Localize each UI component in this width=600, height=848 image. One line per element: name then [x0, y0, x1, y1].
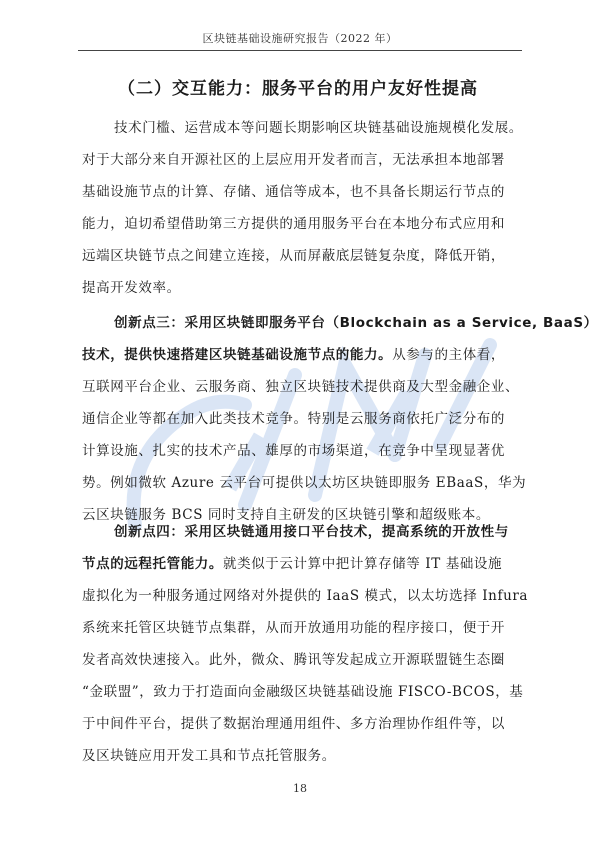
- innovation-three-heading: 创新点三：采用区块链即服务平台（Blockchain as a Service, BaaS）: [114, 315, 598, 331]
- text-line: 提高开发效率。: [82, 280, 181, 296]
- text-line: 云区块链服务 BCS 同时支持自主研发的区块链引擎和超级账本。: [82, 507, 490, 523]
- text-line: [82, 339, 522, 371]
- text-line: 互联网平台企业、云服务商、独立区块链技术提供商及大型金融企业、: [82, 379, 520, 395]
- paragraph-innovation-four: [82, 516, 529, 772]
- text-line: 能力，迫切希望借助第三方提供的通用服务平台在本地分布式应用和: [82, 216, 505, 232]
- text-line: 系统来托管区块链节点集群，从而开放通用功能的程序接口，便于开: [82, 620, 505, 636]
- section-title: （二）交互能力：服务平台的用户友好性提高: [118, 79, 478, 99]
- text-line: 基础设施节点的计算、存储、通信等成本，也不具备长期运行节点的: [82, 184, 505, 200]
- text-line: 技术门槛、运营成本等问题长期影响区块链基础设施规模化发展。: [114, 120, 523, 136]
- paragraph-innovation-three: [82, 307, 598, 531]
- innovation-three-heading-cont: 技术，提供快速搭建区块链基础设施节点的能力。: [82, 347, 393, 363]
- text-line: 远端区块链节点之间建立连接，从而屏蔽底层链复杂度，降低开销，: [82, 248, 505, 264]
- text-line: [82, 548, 522, 580]
- text-line: 虚拟化为一种服务通过网络对外提供的 IaaS 模式，以太坊选择 Infura: [82, 588, 529, 604]
- innovation-four-heading: 创新点四：采用区块链通用接口平台技术，提高系统的开放性与: [114, 524, 509, 540]
- page-number: 18: [293, 782, 307, 795]
- text-line: 发者高效快速接入。此外，微众、腾讯等发起成立开源联盟链生态圈: [82, 652, 505, 668]
- running-header: 区块链基础设施研究报告（2022 年）: [202, 32, 398, 45]
- text-run: 就类似于云计算中把计算存储等 IT 基础设施: [223, 556, 503, 572]
- paragraph-interaction-cost: [82, 112, 522, 304]
- text-line: 势。例如微软 Azure 云平台可提供以太坊区块链即服务 EBaaS，华为: [82, 475, 527, 491]
- text-line: 对于大部分来自开源社区的上层应用开发者而言，无法承担本地部署: [82, 152, 505, 168]
- header-rule: [78, 50, 522, 51]
- text-run: 从参与的主体看，: [392, 347, 506, 363]
- text-line: 于中间件平台，提供了数据治理通用组件、多方治理协作组件等，以: [82, 716, 505, 732]
- text-line: “金联盟”，致力于打造面向金融级区块链基础设施 FISCO-BCOS，基: [82, 684, 524, 700]
- text-line: 通信企业等都在加入此类技术竞争。特别是云服务商依托广泛分布的: [82, 411, 505, 427]
- text-line: 计算设施、扎实的技术产品、雄厚的市场渠道，在竞争中呈现显著优: [82, 443, 505, 459]
- innovation-four-heading-cont: 节点的远程托管能力。: [82, 556, 223, 572]
- text-line: 及区块链应用开发工具和节点托管服务。: [82, 748, 336, 764]
